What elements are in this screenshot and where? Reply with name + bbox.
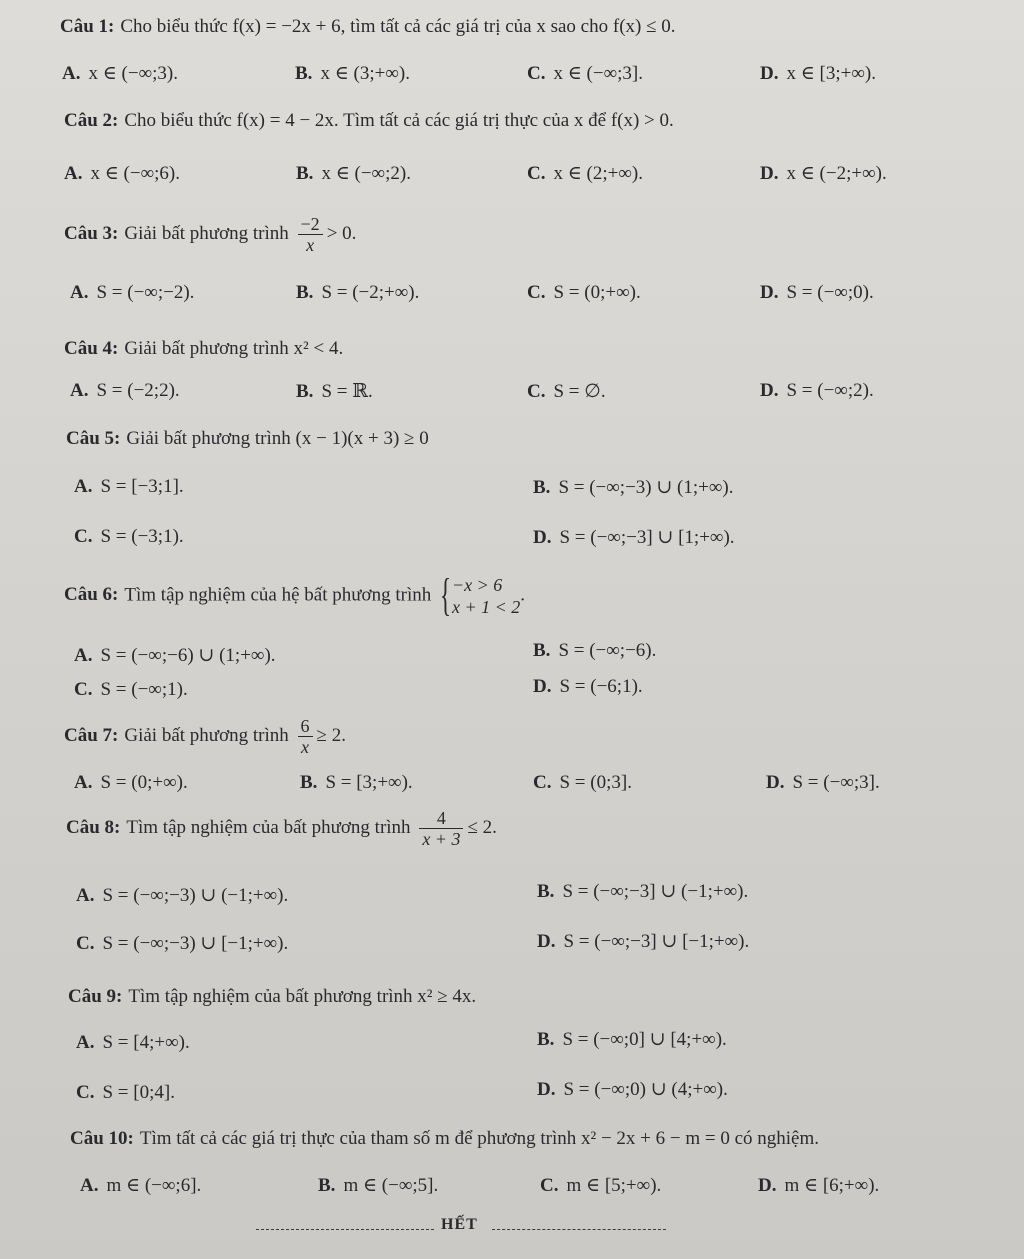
option-c: C. S = (−∞;1).: [74, 679, 188, 700]
question-text: Giải bất phương trình: [124, 222, 289, 244]
option-c: C. S = (−3;1).: [74, 526, 184, 547]
question-label: Câu 10:: [70, 1128, 134, 1149]
question-9: [68, 986, 1024, 1008]
question-text: Tìm tập nghiệm của bất phương trình x² ≥ 4x.: [128, 986, 477, 1007]
fraction: $\frac{-2}{x}$: [298, 214, 323, 255]
option-a: A. S = (−∞;−2).: [70, 282, 195, 303]
option-a: A. x ∈ (−∞;6).: [64, 163, 180, 184]
option-d: D. m ∈ [6;+∞).: [758, 1175, 880, 1196]
option-b: B. S = (−∞;−3] ∪ (−1;+∞).: [537, 881, 749, 902]
question-6: Câu 6: Tìm tập nghiệm của hệ bất phương trình { −x > 6 x + 1 < 2 .: [64, 569, 526, 620]
question-10: [70, 1128, 1024, 1150]
question-label: Câu 6:: [64, 584, 119, 606]
option-d: D. x ∈ (−2;+∞).: [760, 163, 887, 184]
question-text: Tìm tập nghiệm của hệ bất phương trình: [124, 584, 432, 606]
question-label: Câu 4:: [64, 338, 119, 359]
option-b: B. x ∈ (3;+∞).: [295, 63, 410, 84]
question-8: Câu 8: Tìm tập nghiệm của bất phương trình $\frac{4}{x + 3}$ ≤ 2.: [66, 808, 497, 849]
option-a: A. S = [4;+∞).: [76, 1032, 190, 1053]
question-label: Câu 7:: [64, 724, 119, 746]
option-b: B. S = ℝ.: [296, 381, 373, 402]
option-d: D. S = (−∞;2).: [760, 380, 874, 401]
question-5: [66, 428, 1024, 450]
question-text: Giải bất phương trình x² < 4.: [124, 338, 344, 359]
question-label: Câu 9:: [68, 986, 123, 1007]
option-a: A. x ∈ (−∞;3).: [62, 63, 178, 84]
option-c: C. S = (0;3].: [533, 772, 632, 793]
question-7: Câu 7: Giải bất phương trình $\frac{6}{x}$ ≥ 2.: [64, 716, 346, 757]
option-b: B. S = (−∞;0] ∪ [4;+∞).: [537, 1029, 727, 1050]
option-a: A. m ∈ (−∞;6].: [80, 1175, 202, 1196]
question-text: Giải bất phương trình: [124, 724, 289, 746]
question-text: Tìm tập nghiệm của bất phương trình: [126, 816, 411, 838]
option-d: D. S = (−∞;0) ∪ (4;+∞).: [537, 1079, 728, 1100]
option-c: C. S = (−∞;−3) ∪ [−1;+∞).: [76, 933, 289, 954]
option-c: C. m ∈ [5;+∞).: [540, 1175, 662, 1196]
option-d: D. S = (−∞;−3] ∪ [1;+∞).: [533, 527, 735, 548]
fraction: $\frac{4}{x + 3}$: [419, 808, 463, 849]
option-d: D. S = (−6;1).: [533, 676, 643, 697]
option-d: D. S = (−∞;−3] ∪ [−1;+∞).: [537, 931, 750, 952]
brace-icon: {: [439, 569, 452, 620]
option-b: B. S = [3;+∞).: [300, 772, 413, 793]
option-b: B. S = (−∞;−6).: [533, 640, 657, 661]
option-a: A. S = [−3;1].: [74, 476, 184, 497]
option-d: D. S = (−∞;3].: [766, 772, 880, 793]
option-a: A. S = (−∞;−3) ∪ (−1;+∞).: [76, 885, 289, 906]
question-text: Cho biểu thức f(x) = −2x + 6, tìm tất cả các giá trị của x sao cho f(x) ≤ 0.: [120, 16, 676, 37]
divider: [492, 1229, 666, 1230]
question-text: Cho biểu thức f(x) = 4 − 2x. Tìm tất cả các giá trị thực của x để f(x) > 0.: [124, 110, 674, 131]
fraction: $\frac{6}{x}$: [298, 716, 313, 757]
question-1: [60, 16, 1024, 38]
option-c: C. S = [0;4].: [76, 1082, 175, 1103]
end-text: HẾT: [441, 1216, 478, 1233]
option-c: C. x ∈ (−∞;3].: [527, 63, 643, 84]
option-b: B. S = (−∞;−3) ∪ (1;+∞).: [533, 477, 734, 498]
option-c: C. S = (0;+∞).: [527, 282, 641, 303]
question-text: Tìm tất cả các giá trị thực của tham số m để phương trình x² − 2x + 6 − m = 0 có nghiệm.: [139, 1128, 820, 1149]
option-d: D. S = (−∞;0).: [760, 282, 874, 303]
question-3: Câu 3: Giải bất phương trình $\frac{-2}{x}$ > 0.: [64, 214, 357, 255]
option-c: C. S = ∅.: [527, 381, 606, 402]
divider: [256, 1229, 434, 1230]
question-label: Câu 8:: [66, 816, 121, 838]
end-marker: [256, 1216, 666, 1240]
option-b: B. x ∈ (−∞;2).: [296, 163, 411, 184]
inequality-system: { −x > 6 x + 1 < 2: [439, 569, 521, 620]
option-d: D. x ∈ [3;+∞).: [760, 63, 876, 84]
question-label: Câu 2:: [64, 110, 119, 131]
question-2: [64, 110, 1024, 132]
question-label: Câu 1:: [60, 16, 115, 37]
option-a: A. S = (0;+∞).: [74, 772, 188, 793]
option-c: C. x ∈ (2;+∞).: [527, 163, 643, 184]
option-b: B. S = (−2;+∞).: [296, 282, 420, 303]
question-4: [64, 338, 1024, 360]
question-label: Câu 3:: [64, 222, 119, 244]
question-text: Giải bất phương trình (x − 1)(x + 3) ≥ 0: [126, 428, 429, 449]
option-a: A. S = (−∞;−6) ∪ (1;+∞).: [74, 645, 276, 666]
option-a: A. S = (−2;2).: [70, 380, 180, 401]
option-b: B. m ∈ (−∞;5].: [318, 1175, 439, 1196]
question-label: Câu 5:: [66, 428, 121, 449]
